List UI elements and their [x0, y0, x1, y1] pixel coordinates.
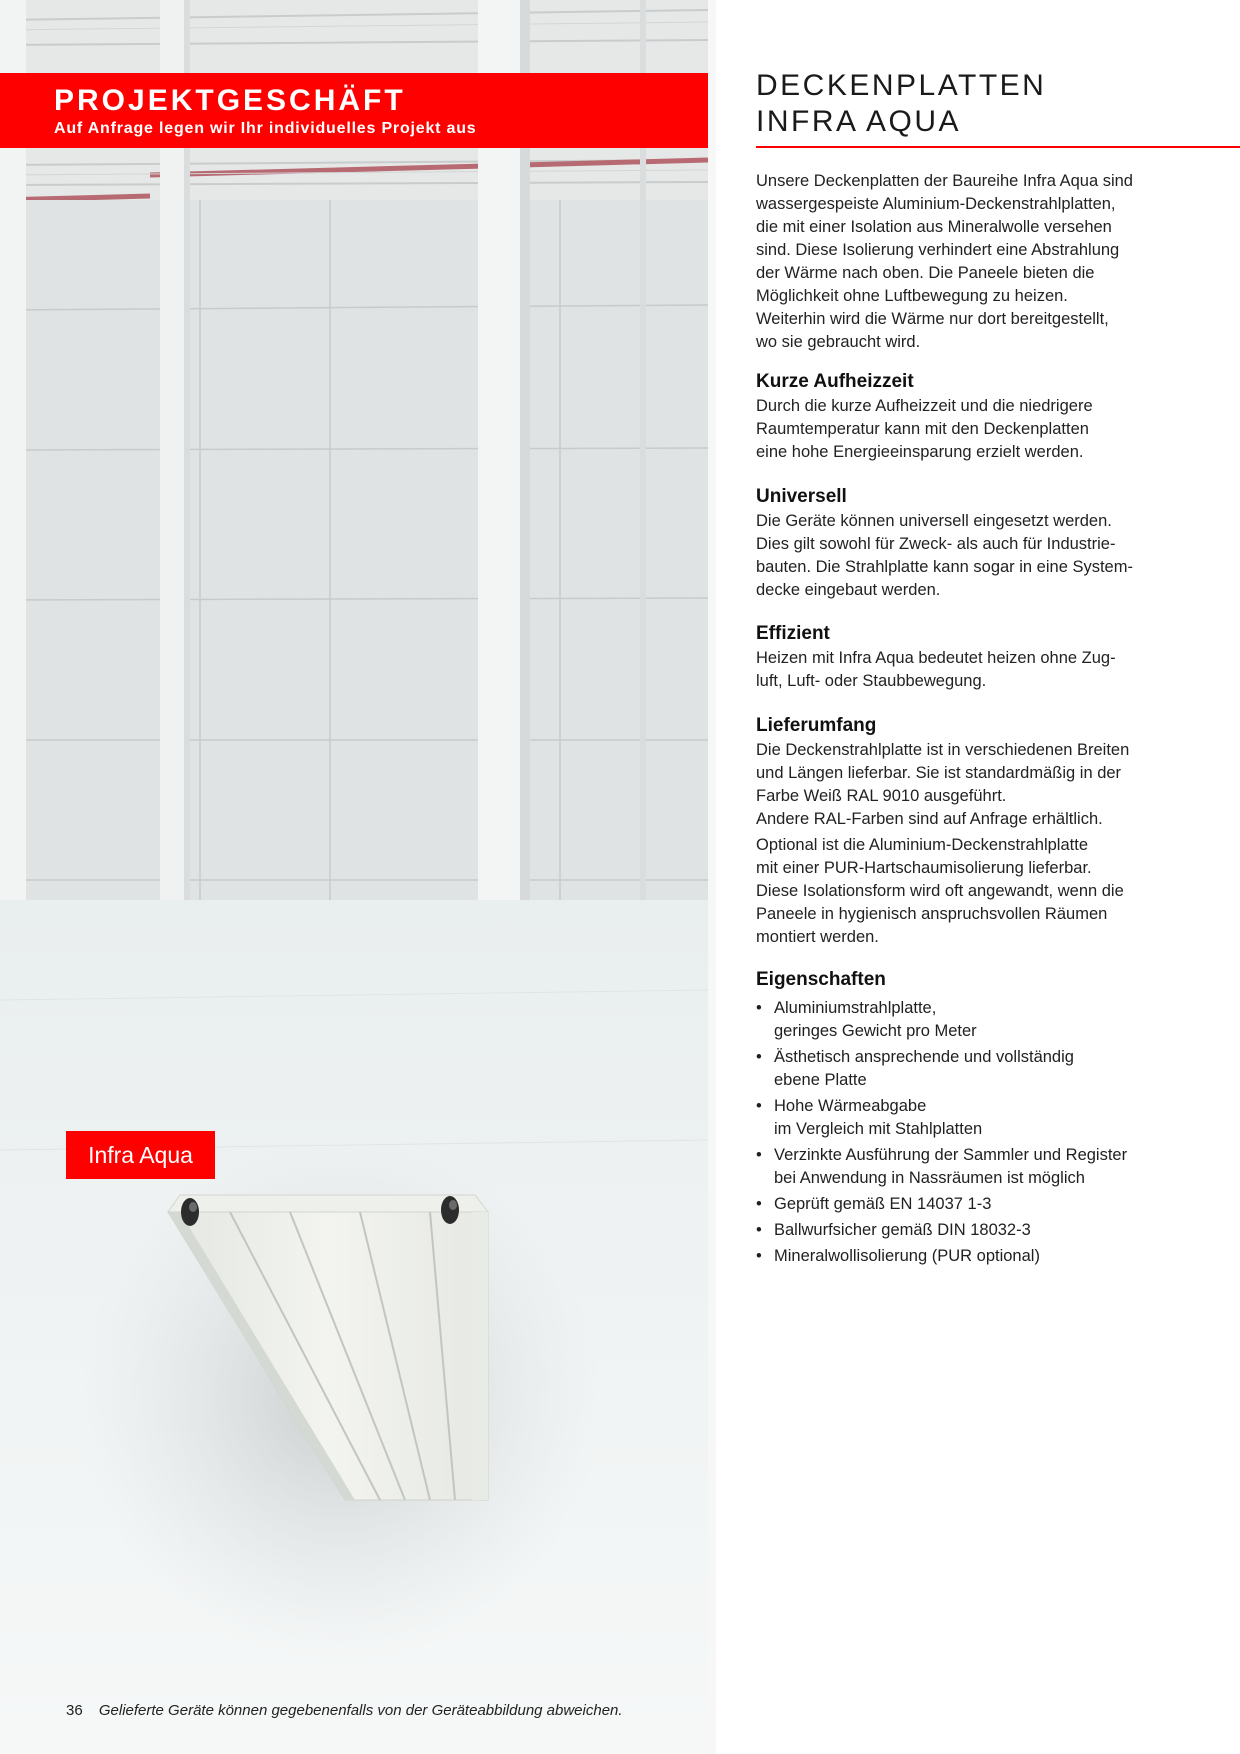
list-item — [756, 1193, 1196, 1216]
section-line: Raumtemperatur kann mit den Deckenplatten — [756, 420, 1089, 438]
list-item-line: • Hohe Wärmeabgabe — [774, 1097, 927, 1115]
section-heat-up — [756, 369, 1196, 464]
section-universal — [756, 484, 1196, 602]
section-line: und Längen lieferbar. Sie ist standardmäßig in der — [756, 764, 1122, 782]
banner-title: PROJEKTGESCHÄFT — [54, 84, 406, 117]
footer-disclaimer: Gelieferte Geräte können gegebenenfalls von der Geräteabbildung abweichen. — [98, 1702, 623, 1719]
list-item-line: • Ballwurfsicher gemäß DIN 18032-3 — [774, 1221, 1031, 1239]
section-heading: Effizient — [756, 623, 830, 644]
section-heading: Lieferumfang — [756, 715, 877, 736]
title-divider — [756, 146, 1240, 148]
page-title — [756, 68, 1236, 140]
page-gutter — [708, 0, 716, 1754]
section-heading: Kurze Aufheizzeit — [756, 371, 914, 392]
page-title-line-1: DECKENPLATTEN — [756, 69, 1047, 102]
list-item — [756, 997, 1196, 1043]
list-item — [756, 1095, 1196, 1141]
section-line: luft, Luft- oder Staubbewegung. — [756, 672, 987, 690]
section-heading: Eigenschaften — [756, 969, 886, 990]
intro-line: Möglichkeit ohne Luftbewegung zu heizen. — [756, 287, 1068, 305]
page-number: 36 — [66, 1702, 83, 1719]
list-item — [756, 1219, 1196, 1242]
section-line: Heizen mit Infra Aqua bedeutet heizen ohne Zug- — [756, 649, 1116, 667]
intro-line: wassergespeiste Aluminium-Deckenstrahlplatten, — [756, 195, 1116, 213]
intro-line: der Wärme nach oben. Die Paneele bieten die — [756, 264, 1095, 282]
list-item-line: • Verzinkte Ausführung der Sammler und Register — [774, 1146, 1128, 1164]
section-heading: Universell — [756, 486, 847, 507]
intro-paragraph — [756, 170, 1196, 354]
section-line: Die Geräte können universell eingesetzt werden. — [756, 512, 1112, 530]
section-line: bauten. Die Strahlplatte kann sogar in eine System- — [756, 558, 1133, 576]
list-item-line: geringes Gewicht pro Meter — [774, 1022, 977, 1040]
product-tag: Infra Aqua — [66, 1131, 215, 1179]
section-line: Dies gilt sowohl für Zweck- als auch für Industrie- — [756, 535, 1116, 553]
section-properties — [756, 967, 1196, 1271]
page-title-line-2: INFRA AQUA — [756, 105, 962, 138]
section-line: Diese Isolationsform wird oft angewandt, wenn die — [756, 882, 1124, 900]
page-footer — [66, 1702, 623, 1719]
list-item-line: • Mineralwollisolierung (PUR optional) — [774, 1247, 1040, 1265]
list-item-line: • Geprüft gemäß EN 14037 1-3 — [774, 1195, 992, 1213]
section-line: montiert werden. — [756, 928, 879, 946]
section-line: Optional ist die Aluminium-Deckenstrahlplatte — [756, 836, 1088, 854]
section-line: Farbe Weiß RAL 9010 ausgeführt. — [756, 787, 1007, 805]
section-efficient — [756, 621, 1196, 693]
pipe-connector-right-icon — [441, 1196, 459, 1224]
list-item-line: • Aluminiumstrahlplatte, — [774, 999, 937, 1017]
intro-line: sind. Diese Isolierung verhindert eine Abstrahlung — [756, 241, 1120, 259]
section-line: decke eingebaut werden. — [756, 581, 941, 599]
intro-line: wo sie gebraucht wird. — [756, 333, 921, 351]
list-item — [756, 1046, 1196, 1092]
section-line: Die Deckenstrahlplatte ist in verschiedenen Breiten — [756, 741, 1130, 759]
list-item-line: ebene Platte — [774, 1071, 867, 1089]
section-scope-of-delivery — [756, 713, 1196, 949]
section-line: eine hohe Energieeinsparung erzielt werden. — [756, 443, 1084, 461]
pipe-connector-left-icon — [181, 1198, 199, 1226]
list-item-line: • Ästhetisch ansprechende und vollständig — [774, 1048, 1074, 1066]
intro-line: Unsere Deckenplatten der Baureihe Infra Aqua sind — [756, 172, 1133, 190]
section-line: mit einer PUR-Hartschaumisolierung lieferbar. — [756, 859, 1092, 877]
list-item-line: bei Anwendung in Nassräumen ist möglich — [774, 1169, 1085, 1187]
intro-line: Weiterhin wird die Wärme nur dort bereitgestellt, — [756, 310, 1109, 328]
list-item — [756, 1144, 1196, 1190]
section-line: Durch die kurze Aufheizzeit und die niedrigere — [756, 397, 1093, 415]
list-item — [756, 1245, 1196, 1268]
properties-list — [756, 997, 1196, 1268]
list-item-line: im Vergleich mit Stahlplatten — [774, 1120, 983, 1138]
intro-line: die mit einer Isolation aus Mineralwolle versehen — [756, 218, 1112, 236]
banner-subtitle: Auf Anfrage legen wir Ihr individuelles Projekt aus — [54, 120, 477, 137]
section-line: Paneele in hygienisch anspruchsvollen Räumen — [756, 905, 1108, 923]
section-line: Andere RAL-Farben sind auf Anfrage erhältlich. — [756, 810, 1103, 828]
